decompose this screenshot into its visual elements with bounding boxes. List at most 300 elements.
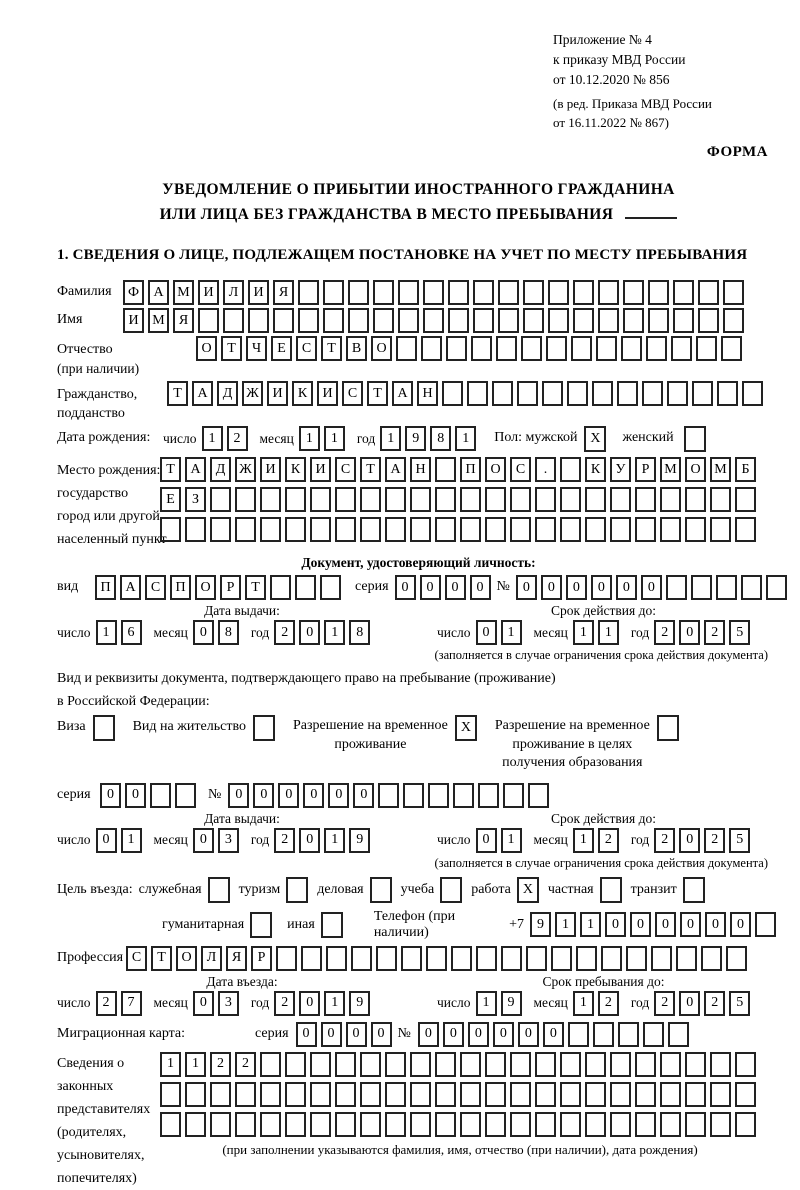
char-cell[interactable] bbox=[160, 517, 181, 542]
char-cell[interactable] bbox=[295, 575, 316, 600]
char-cell[interactable] bbox=[601, 946, 622, 971]
char-cell[interactable] bbox=[260, 487, 281, 512]
char-cell[interactable] bbox=[298, 308, 319, 333]
char-cell[interactable] bbox=[548, 308, 569, 333]
char-cell[interactable] bbox=[717, 381, 738, 406]
sex-male-checkbox[interactable]: X bbox=[584, 426, 606, 452]
char-cell[interactable]: Ф bbox=[123, 280, 144, 305]
char-cell[interactable]: 1 bbox=[555, 912, 576, 937]
char-cell[interactable] bbox=[535, 1082, 556, 1107]
char-cell[interactable]: 2 bbox=[704, 620, 725, 645]
char-cell[interactable] bbox=[535, 517, 556, 542]
char-cell[interactable] bbox=[335, 1052, 356, 1077]
char-cell[interactable] bbox=[460, 1112, 481, 1137]
char-cell[interactable] bbox=[521, 336, 542, 361]
char-cell[interactable]: И bbox=[123, 308, 144, 333]
char-cell[interactable] bbox=[560, 517, 581, 542]
char-cell[interactable] bbox=[448, 280, 469, 305]
residence-permit-checkbox[interactable] bbox=[253, 715, 275, 741]
char-cell[interactable] bbox=[160, 1082, 181, 1107]
char-cell[interactable]: А bbox=[148, 280, 169, 305]
char-cell[interactable]: С bbox=[296, 336, 317, 361]
char-cell[interactable]: К bbox=[285, 457, 306, 482]
char-cell[interactable] bbox=[755, 912, 776, 937]
char-cell[interactable] bbox=[435, 1112, 456, 1137]
char-cell[interactable]: А bbox=[192, 381, 213, 406]
char-cell[interactable] bbox=[301, 946, 322, 971]
char-cell[interactable] bbox=[618, 1022, 639, 1047]
char-cell[interactable] bbox=[160, 1112, 181, 1137]
char-cell[interactable]: 0 bbox=[278, 783, 299, 808]
char-cell[interactable]: Е bbox=[160, 487, 181, 512]
char-cell[interactable]: 0 bbox=[468, 1022, 489, 1047]
char-cell[interactable] bbox=[485, 517, 506, 542]
char-cell[interactable] bbox=[585, 1052, 606, 1077]
char-cell[interactable] bbox=[323, 308, 344, 333]
char-cell[interactable]: М bbox=[710, 457, 731, 482]
char-cell[interactable] bbox=[701, 946, 722, 971]
char-cell[interactable]: Т bbox=[167, 381, 188, 406]
char-cell[interactable] bbox=[360, 1082, 381, 1107]
char-cell[interactable] bbox=[460, 517, 481, 542]
char-cell[interactable]: 0 bbox=[299, 991, 320, 1016]
char-cell[interactable]: С bbox=[335, 457, 356, 482]
char-cell[interactable] bbox=[692, 381, 713, 406]
char-cell[interactable]: О bbox=[196, 336, 217, 361]
char-cell[interactable] bbox=[310, 1082, 331, 1107]
char-cell[interactable] bbox=[185, 1112, 206, 1137]
purpose-private-checkbox[interactable] bbox=[600, 877, 622, 903]
char-cell[interactable] bbox=[635, 487, 656, 512]
char-cell[interactable] bbox=[360, 1112, 381, 1137]
char-cell[interactable] bbox=[396, 336, 417, 361]
char-cell[interactable]: 2 bbox=[654, 991, 675, 1016]
char-cell[interactable] bbox=[435, 517, 456, 542]
char-cell[interactable] bbox=[428, 783, 449, 808]
char-cell[interactable] bbox=[685, 1082, 706, 1107]
char-cell[interactable]: И bbox=[198, 280, 219, 305]
char-cell[interactable] bbox=[635, 1082, 656, 1107]
char-cell[interactable] bbox=[198, 308, 219, 333]
char-cell[interactable]: О bbox=[371, 336, 392, 361]
char-cell[interactable] bbox=[596, 336, 617, 361]
char-cell[interactable]: 0 bbox=[420, 575, 441, 600]
char-cell[interactable] bbox=[310, 1052, 331, 1077]
char-cell[interactable]: 0 bbox=[616, 575, 637, 600]
char-cell[interactable]: 0 bbox=[566, 575, 587, 600]
char-cell[interactable] bbox=[435, 1052, 456, 1077]
char-cell[interactable]: 0 bbox=[418, 1022, 439, 1047]
char-cell[interactable]: 1 bbox=[324, 620, 345, 645]
temp-residence-edu-checkbox[interactable] bbox=[657, 715, 679, 741]
char-cell[interactable] bbox=[360, 517, 381, 542]
char-cell[interactable] bbox=[551, 946, 572, 971]
char-cell[interactable]: 2 bbox=[654, 620, 675, 645]
char-cell[interactable] bbox=[685, 1112, 706, 1137]
visa-checkbox[interactable] bbox=[93, 715, 115, 741]
char-cell[interactable] bbox=[423, 280, 444, 305]
char-cell[interactable]: М bbox=[660, 457, 681, 482]
char-cell[interactable] bbox=[435, 457, 456, 482]
char-cell[interactable] bbox=[535, 1112, 556, 1137]
char-cell[interactable] bbox=[766, 575, 787, 600]
char-cell[interactable] bbox=[335, 1112, 356, 1137]
char-cell[interactable] bbox=[501, 946, 522, 971]
char-cell[interactable] bbox=[373, 280, 394, 305]
char-cell[interactable]: 2 bbox=[598, 828, 619, 853]
char-cell[interactable] bbox=[526, 946, 547, 971]
char-cell[interactable] bbox=[335, 1082, 356, 1107]
char-cell[interactable] bbox=[741, 575, 762, 600]
char-cell[interactable]: Н bbox=[417, 381, 438, 406]
char-cell[interactable]: 2 bbox=[704, 991, 725, 1016]
char-cell[interactable] bbox=[592, 381, 613, 406]
char-cell[interactable] bbox=[435, 1082, 456, 1107]
char-cell[interactable] bbox=[471, 336, 492, 361]
char-cell[interactable] bbox=[385, 487, 406, 512]
char-cell[interactable] bbox=[696, 336, 717, 361]
char-cell[interactable] bbox=[535, 487, 556, 512]
char-cell[interactable] bbox=[560, 1052, 581, 1077]
char-cell[interactable]: 3 bbox=[218, 991, 239, 1016]
char-cell[interactable] bbox=[698, 308, 719, 333]
char-cell[interactable] bbox=[385, 1112, 406, 1137]
char-cell[interactable]: 0 bbox=[730, 912, 751, 937]
char-cell[interactable] bbox=[617, 381, 638, 406]
char-cell[interactable] bbox=[385, 517, 406, 542]
char-cell[interactable] bbox=[621, 336, 642, 361]
char-cell[interactable] bbox=[710, 517, 731, 542]
char-cell[interactable] bbox=[685, 517, 706, 542]
char-cell[interactable] bbox=[660, 487, 681, 512]
char-cell[interactable]: 0 bbox=[193, 828, 214, 853]
char-cell[interactable] bbox=[485, 1082, 506, 1107]
char-cell[interactable]: 0 bbox=[353, 783, 374, 808]
char-cell[interactable] bbox=[448, 308, 469, 333]
char-cell[interactable]: 0 bbox=[591, 575, 612, 600]
char-cell[interactable] bbox=[510, 1052, 531, 1077]
char-cell[interactable] bbox=[546, 336, 567, 361]
char-cell[interactable] bbox=[535, 1052, 556, 1077]
char-cell[interactable] bbox=[260, 517, 281, 542]
char-cell[interactable]: Е bbox=[271, 336, 292, 361]
char-cell[interactable] bbox=[648, 308, 669, 333]
char-cell[interactable]: Т bbox=[321, 336, 342, 361]
char-cell[interactable] bbox=[473, 308, 494, 333]
char-cell[interactable] bbox=[510, 487, 531, 512]
char-cell[interactable]: 1 bbox=[501, 620, 522, 645]
char-cell[interactable] bbox=[360, 487, 381, 512]
char-cell[interactable] bbox=[635, 517, 656, 542]
char-cell[interactable] bbox=[568, 1022, 589, 1047]
char-cell[interactable]: 9 bbox=[530, 912, 551, 937]
char-cell[interactable]: 2 bbox=[598, 991, 619, 1016]
char-cell[interactable]: 5 bbox=[729, 620, 750, 645]
purpose-study-checkbox[interactable] bbox=[440, 877, 462, 903]
char-cell[interactable] bbox=[560, 1082, 581, 1107]
char-cell[interactable]: 0 bbox=[299, 620, 320, 645]
char-cell[interactable]: А bbox=[185, 457, 206, 482]
char-cell[interactable]: 0 bbox=[630, 912, 651, 937]
char-cell[interactable] bbox=[610, 1112, 631, 1137]
char-cell[interactable]: 1 bbox=[573, 991, 594, 1016]
char-cell[interactable] bbox=[593, 1022, 614, 1047]
char-cell[interactable]: 1 bbox=[324, 426, 345, 451]
char-cell[interactable]: С bbox=[145, 575, 166, 600]
char-cell[interactable]: 1 bbox=[580, 912, 601, 937]
char-cell[interactable] bbox=[235, 1112, 256, 1137]
char-cell[interactable] bbox=[623, 308, 644, 333]
char-cell[interactable]: 8 bbox=[218, 620, 239, 645]
char-cell[interactable] bbox=[473, 280, 494, 305]
char-cell[interactable]: Д bbox=[217, 381, 238, 406]
char-cell[interactable] bbox=[446, 336, 467, 361]
char-cell[interactable] bbox=[410, 1112, 431, 1137]
char-cell[interactable]: В bbox=[346, 336, 367, 361]
char-cell[interactable] bbox=[710, 487, 731, 512]
char-cell[interactable]: Т bbox=[221, 336, 242, 361]
char-cell[interactable]: 2 bbox=[654, 828, 675, 853]
char-cell[interactable] bbox=[210, 1082, 231, 1107]
char-cell[interactable] bbox=[723, 308, 744, 333]
char-cell[interactable]: 9 bbox=[349, 828, 370, 853]
char-cell[interactable] bbox=[426, 946, 447, 971]
char-cell[interactable] bbox=[260, 1112, 281, 1137]
char-cell[interactable]: 0 bbox=[296, 1022, 317, 1047]
char-cell[interactable] bbox=[410, 517, 431, 542]
char-cell[interactable]: С bbox=[342, 381, 363, 406]
char-cell[interactable] bbox=[610, 1052, 631, 1077]
char-cell[interactable] bbox=[410, 487, 431, 512]
char-cell[interactable]: 8 bbox=[349, 620, 370, 645]
char-cell[interactable] bbox=[610, 1082, 631, 1107]
char-cell[interactable] bbox=[660, 1112, 681, 1137]
char-cell[interactable] bbox=[460, 1052, 481, 1077]
char-cell[interactable] bbox=[498, 280, 519, 305]
char-cell[interactable] bbox=[460, 487, 481, 512]
char-cell[interactable]: 0 bbox=[193, 991, 214, 1016]
char-cell[interactable] bbox=[648, 280, 669, 305]
char-cell[interactable] bbox=[716, 575, 737, 600]
char-cell[interactable] bbox=[503, 783, 524, 808]
char-cell[interactable] bbox=[398, 308, 419, 333]
char-cell[interactable]: Ж bbox=[242, 381, 263, 406]
char-cell[interactable] bbox=[726, 946, 747, 971]
char-cell[interactable] bbox=[260, 1052, 281, 1077]
char-cell[interactable] bbox=[451, 946, 472, 971]
char-cell[interactable]: Я bbox=[273, 280, 294, 305]
char-cell[interactable]: 1 bbox=[598, 620, 619, 645]
char-cell[interactable]: М bbox=[148, 308, 169, 333]
char-cell[interactable]: 9 bbox=[349, 991, 370, 1016]
char-cell[interactable]: З bbox=[185, 487, 206, 512]
char-cell[interactable] bbox=[235, 517, 256, 542]
char-cell[interactable]: 2 bbox=[704, 828, 725, 853]
char-cell[interactable] bbox=[378, 783, 399, 808]
char-cell[interactable]: 0 bbox=[470, 575, 491, 600]
char-cell[interactable]: 0 bbox=[543, 1022, 564, 1047]
char-cell[interactable] bbox=[485, 1052, 506, 1077]
char-cell[interactable]: И bbox=[310, 457, 331, 482]
char-cell[interactable]: И bbox=[317, 381, 338, 406]
char-cell[interactable] bbox=[310, 487, 331, 512]
char-cell[interactable] bbox=[523, 308, 544, 333]
char-cell[interactable] bbox=[485, 1112, 506, 1137]
char-cell[interactable] bbox=[210, 487, 231, 512]
char-cell[interactable] bbox=[523, 280, 544, 305]
char-cell[interactable] bbox=[385, 1082, 406, 1107]
char-cell[interactable] bbox=[685, 487, 706, 512]
char-cell[interactable] bbox=[548, 280, 569, 305]
char-cell[interactable]: А bbox=[392, 381, 413, 406]
char-cell[interactable] bbox=[310, 517, 331, 542]
char-cell[interactable]: У bbox=[610, 457, 631, 482]
char-cell[interactable]: 0 bbox=[516, 575, 537, 600]
char-cell[interactable] bbox=[723, 280, 744, 305]
char-cell[interactable] bbox=[285, 1052, 306, 1077]
char-cell[interactable] bbox=[660, 1082, 681, 1107]
char-cell[interactable]: 0 bbox=[193, 620, 214, 645]
char-cell[interactable]: Т bbox=[245, 575, 266, 600]
char-cell[interactable] bbox=[442, 381, 463, 406]
char-cell[interactable] bbox=[735, 1052, 756, 1077]
char-cell[interactable]: 2 bbox=[227, 426, 248, 451]
char-cell[interactable] bbox=[571, 336, 592, 361]
char-cell[interactable]: Я bbox=[226, 946, 247, 971]
char-cell[interactable]: 1 bbox=[299, 426, 320, 451]
char-cell[interactable]: Р bbox=[251, 946, 272, 971]
char-cell[interactable] bbox=[646, 336, 667, 361]
char-cell[interactable] bbox=[676, 946, 697, 971]
char-cell[interactable] bbox=[517, 381, 538, 406]
char-cell[interactable]: 9 bbox=[501, 991, 522, 1016]
char-cell[interactable]: 0 bbox=[303, 783, 324, 808]
char-cell[interactable]: И bbox=[248, 280, 269, 305]
char-cell[interactable] bbox=[742, 381, 763, 406]
char-cell[interactable]: 0 bbox=[679, 991, 700, 1016]
char-cell[interactable]: Я bbox=[173, 308, 194, 333]
char-cell[interactable] bbox=[210, 1112, 231, 1137]
char-cell[interactable]: О bbox=[485, 457, 506, 482]
char-cell[interactable]: 0 bbox=[371, 1022, 392, 1047]
char-cell[interactable] bbox=[560, 487, 581, 512]
char-cell[interactable]: М bbox=[173, 280, 194, 305]
char-cell[interactable] bbox=[498, 308, 519, 333]
char-cell[interactable]: 5 bbox=[729, 828, 750, 853]
char-cell[interactable] bbox=[635, 1052, 656, 1077]
char-cell[interactable] bbox=[528, 783, 549, 808]
char-cell[interactable] bbox=[478, 783, 499, 808]
char-cell[interactable]: И bbox=[260, 457, 281, 482]
char-cell[interactable]: 0 bbox=[96, 828, 117, 853]
char-cell[interactable] bbox=[476, 946, 497, 971]
char-cell[interactable]: 0 bbox=[655, 912, 676, 937]
char-cell[interactable]: 2 bbox=[96, 991, 117, 1016]
char-cell[interactable] bbox=[298, 280, 319, 305]
char-cell[interactable] bbox=[423, 308, 444, 333]
char-cell[interactable]: 0 bbox=[493, 1022, 514, 1047]
char-cell[interactable] bbox=[598, 308, 619, 333]
char-cell[interactable] bbox=[660, 517, 681, 542]
char-cell[interactable]: 1 bbox=[573, 620, 594, 645]
char-cell[interactable] bbox=[460, 1082, 481, 1107]
char-cell[interactable] bbox=[610, 487, 631, 512]
char-cell[interactable]: Т bbox=[160, 457, 181, 482]
char-cell[interactable]: 7 bbox=[121, 991, 142, 1016]
char-cell[interactable] bbox=[691, 575, 712, 600]
char-cell[interactable]: 6 bbox=[121, 620, 142, 645]
char-cell[interactable] bbox=[320, 575, 341, 600]
purpose-business-checkbox[interactable] bbox=[370, 877, 392, 903]
char-cell[interactable]: К bbox=[585, 457, 606, 482]
char-cell[interactable] bbox=[410, 1052, 431, 1077]
char-cell[interactable] bbox=[276, 946, 297, 971]
char-cell[interactable] bbox=[285, 1082, 306, 1107]
char-cell[interactable] bbox=[573, 308, 594, 333]
char-cell[interactable] bbox=[721, 336, 742, 361]
char-cell[interactable] bbox=[626, 946, 647, 971]
char-cell[interactable] bbox=[623, 280, 644, 305]
char-cell[interactable]: 2 bbox=[235, 1052, 256, 1077]
char-cell[interactable]: 1 bbox=[324, 828, 345, 853]
char-cell[interactable] bbox=[150, 783, 171, 808]
char-cell[interactable] bbox=[285, 487, 306, 512]
char-cell[interactable] bbox=[273, 308, 294, 333]
char-cell[interactable] bbox=[310, 1112, 331, 1137]
char-cell[interactable] bbox=[385, 1052, 406, 1077]
char-cell[interactable]: П bbox=[170, 575, 191, 600]
char-cell[interactable]: Т bbox=[151, 946, 172, 971]
char-cell[interactable]: 5 bbox=[729, 991, 750, 1016]
char-cell[interactable] bbox=[373, 308, 394, 333]
purpose-transit-checkbox[interactable] bbox=[683, 877, 705, 903]
char-cell[interactable] bbox=[235, 487, 256, 512]
purpose-humanitarian-checkbox[interactable] bbox=[250, 912, 272, 938]
char-cell[interactable]: А bbox=[120, 575, 141, 600]
char-cell[interactable]: 0 bbox=[705, 912, 726, 937]
char-cell[interactable]: О bbox=[195, 575, 216, 600]
char-cell[interactable] bbox=[573, 280, 594, 305]
char-cell[interactable]: 1 bbox=[324, 991, 345, 1016]
char-cell[interactable] bbox=[735, 487, 756, 512]
char-cell[interactable]: 0 bbox=[476, 828, 497, 853]
char-cell[interactable]: 0 bbox=[445, 575, 466, 600]
char-cell[interactable] bbox=[735, 1112, 756, 1137]
char-cell[interactable]: 1 bbox=[121, 828, 142, 853]
char-cell[interactable] bbox=[642, 381, 663, 406]
char-cell[interactable] bbox=[698, 280, 719, 305]
char-cell[interactable]: Л bbox=[223, 280, 244, 305]
char-cell[interactable]: 0 bbox=[321, 1022, 342, 1047]
char-cell[interactable]: П bbox=[460, 457, 481, 482]
char-cell[interactable]: 0 bbox=[680, 912, 701, 937]
char-cell[interactable] bbox=[210, 517, 231, 542]
char-cell[interactable] bbox=[185, 1082, 206, 1107]
char-cell[interactable] bbox=[542, 381, 563, 406]
char-cell[interactable]: 1 bbox=[202, 426, 223, 451]
char-cell[interactable]: 1 bbox=[96, 620, 117, 645]
char-cell[interactable] bbox=[671, 336, 692, 361]
char-cell[interactable] bbox=[510, 1082, 531, 1107]
char-cell[interactable] bbox=[673, 280, 694, 305]
char-cell[interactable]: 0 bbox=[125, 783, 146, 808]
char-cell[interactable]: 0 bbox=[100, 783, 121, 808]
char-cell[interactable]: 0 bbox=[443, 1022, 464, 1047]
char-cell[interactable] bbox=[666, 575, 687, 600]
char-cell[interactable]: Н bbox=[410, 457, 431, 482]
char-cell[interactable]: 1 bbox=[455, 426, 476, 451]
char-cell[interactable] bbox=[510, 1112, 531, 1137]
